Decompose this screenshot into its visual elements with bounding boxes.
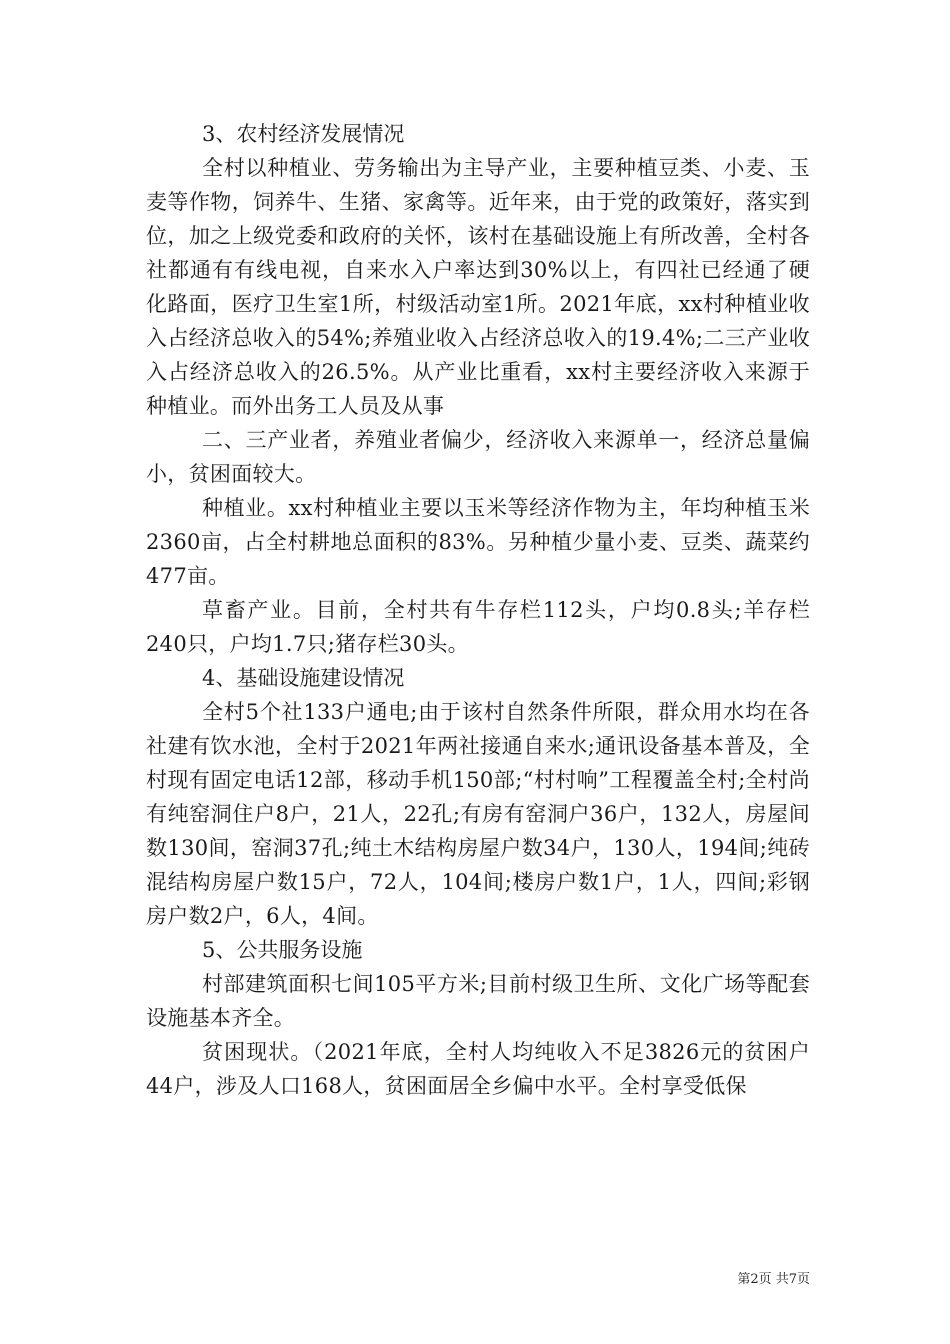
section-heading-economy: 3、农村经济发展情况 (202, 122, 405, 146)
paragraph-infrastructure: 全村5个社133户通电;由于该村自然条件所限，群众用水均在各社建有饮水池，全村于2021年两社接通自来水;通讯设备基本普及，全村现有固定电话12部，移动手机150部;“村村响”工程覆盖全村;全村尚有纯窑洞住户8户，21人，22孔;有房有窑洞户36户，132人，房屋间数130间，窑洞37孔;纯土木结构房屋户数34户，130人，194间;纯砖混结构房屋户数15户，72人，104间;楼房户数1户，1人，四间;彩钢房户数2户，6人，4间。 (146, 700, 810, 928)
paragraph-economy-overview: 全村以种植业、劳务输出为主导产业，主要种植豆类、小麦、玉麦等作物，饲养牛、生猪、家禽等。近年来，由于党的政策好，落实到位，加之上级党委和政府的关怀，该村在基础设施上有所改善，全村各社都通有有线电视，自来水入户率达到30%以上，有四社已经通了硬化路面，医疗卫生室1所，村级活动室1所。2021年底，xx村种植业收入占经济总收入的54%;养殖业收入占经济总收入的19.4%;二三产业收入占经济总收入的26.5%。从产业比重看，xx村主要经济收入来源于种植业。而外出务工人员及从事 (146, 156, 810, 418)
paragraph-livestock: 草畜产业。目前，全村共有牛存栏112头，户均0.8头;羊存栏240只，户均1.7只;猪存栏30头。 (146, 598, 810, 656)
paragraph-planting: 种植业。xx村种植业主要以玉米等经济作物为主，年均种植玉米2360亩，占全村耕地总面积的83%。另种植少量小麦、豆类、蔬菜约477亩。 (146, 496, 810, 588)
paragraph-poverty-status: 贫困现状。（2021年底，全村人均纯收入不足3826元的贫困户44户，涉及人口168人，贫困面居全乡偏中水平。全村享受低保 (146, 1040, 810, 1098)
paragraph-secondary-industry: 二、三产业者，养殖业者偏少，经济收入来源单一，经济总量偏小，贫困面较大。 (146, 428, 810, 486)
document-body (146, 117, 810, 1103)
section-heading-infrastructure: 4、基础设施建设情况 (202, 666, 405, 690)
page-number-footer: 第2页 共7页 (737, 1272, 810, 1287)
section-heading-public-services: 5、公共服务设施 (202, 938, 363, 962)
paragraph-public-services: 村部建筑面积七间105平方米;目前村级卫生所、文化广场等配套设施基本齐全。 (146, 972, 810, 1030)
